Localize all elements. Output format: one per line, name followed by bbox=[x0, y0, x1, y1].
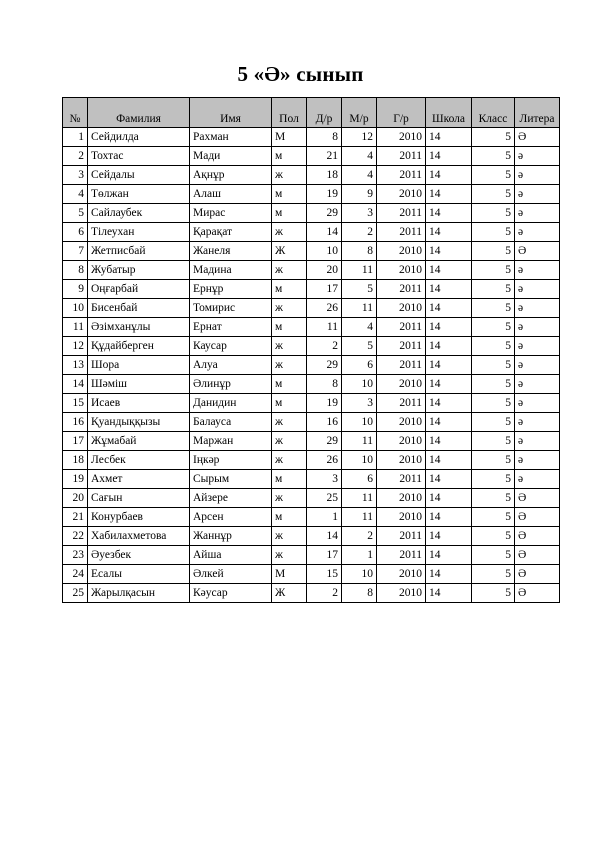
cell-surname: Лесбек bbox=[88, 451, 190, 470]
cell-first-name: Каусар bbox=[190, 337, 272, 356]
cell-birth-day: 2 bbox=[307, 337, 342, 356]
cell-school: 14 bbox=[426, 489, 472, 508]
cell-birth-day: 19 bbox=[307, 185, 342, 204]
cell-class: 5 bbox=[472, 147, 515, 166]
cell-gender: ж bbox=[272, 413, 307, 432]
cell-birth-day: 17 bbox=[307, 280, 342, 299]
cell-letter: Ә bbox=[515, 489, 560, 508]
cell-birth-day: 8 bbox=[307, 375, 342, 394]
table-row bbox=[63, 166, 560, 185]
cell-first-name: Кәусар bbox=[190, 584, 272, 603]
cell-letter: ә bbox=[515, 356, 560, 375]
cell-letter: ә bbox=[515, 185, 560, 204]
cell-letter: ә bbox=[515, 337, 560, 356]
cell-birth-year: 2011 bbox=[377, 337, 426, 356]
cell-school: 14 bbox=[426, 584, 472, 603]
cell-birth-month: 10 bbox=[342, 565, 377, 584]
cell-first-name: Ернұр bbox=[190, 280, 272, 299]
cell-letter: Ә bbox=[515, 527, 560, 546]
column-header-birth-month: М/р bbox=[342, 98, 377, 128]
cell-birth-year: 2010 bbox=[377, 375, 426, 394]
cell-birth-month: 3 bbox=[342, 204, 377, 223]
cell-first-name: Жаннұр bbox=[190, 527, 272, 546]
cell-school: 14 bbox=[426, 356, 472, 375]
table-row bbox=[63, 432, 560, 451]
cell-first-name: Мадина bbox=[190, 261, 272, 280]
cell-number: 2 bbox=[63, 147, 88, 166]
cell-number: 19 bbox=[63, 470, 88, 489]
cell-birth-day: 11 bbox=[307, 318, 342, 337]
cell-gender: ж bbox=[272, 527, 307, 546]
cell-school: 14 bbox=[426, 527, 472, 546]
cell-school: 14 bbox=[426, 128, 472, 147]
cell-birth-year: 2011 bbox=[377, 546, 426, 565]
cell-gender: м bbox=[272, 147, 307, 166]
cell-birth-month: 2 bbox=[342, 223, 377, 242]
cell-school: 14 bbox=[426, 432, 472, 451]
column-header-birth-year: Г/р bbox=[377, 98, 426, 128]
cell-class: 5 bbox=[472, 166, 515, 185]
cell-gender: м bbox=[272, 470, 307, 489]
cell-number: 16 bbox=[63, 413, 88, 432]
column-header-gender: Пол bbox=[272, 98, 307, 128]
cell-birth-month: 12 bbox=[342, 128, 377, 147]
cell-surname: Тохтас bbox=[88, 147, 190, 166]
cell-class: 5 bbox=[472, 375, 515, 394]
cell-surname: Құдайберген bbox=[88, 337, 190, 356]
cell-class: 5 bbox=[472, 527, 515, 546]
cell-birth-day: 1 bbox=[307, 508, 342, 527]
cell-class: 5 bbox=[472, 128, 515, 147]
cell-birth-year: 2010 bbox=[377, 508, 426, 527]
cell-surname: Қуандыққызы bbox=[88, 413, 190, 432]
cell-class: 5 bbox=[472, 204, 515, 223]
cell-birth-year: 2011 bbox=[377, 527, 426, 546]
cell-class: 5 bbox=[472, 394, 515, 413]
cell-birth-day: 14 bbox=[307, 527, 342, 546]
cell-first-name: Балауса bbox=[190, 413, 272, 432]
cell-birth-year: 2011 bbox=[377, 204, 426, 223]
cell-birth-month: 8 bbox=[342, 584, 377, 603]
cell-surname: Ахмет bbox=[88, 470, 190, 489]
cell-birth-year: 2011 bbox=[377, 394, 426, 413]
cell-number: 17 bbox=[63, 432, 88, 451]
cell-number: 4 bbox=[63, 185, 88, 204]
cell-class: 5 bbox=[472, 337, 515, 356]
cell-class: 5 bbox=[472, 451, 515, 470]
cell-gender: м bbox=[272, 394, 307, 413]
cell-letter: ә bbox=[515, 375, 560, 394]
cell-first-name: Іңкәр bbox=[190, 451, 272, 470]
table-row bbox=[63, 546, 560, 565]
cell-birth-day: 10 bbox=[307, 242, 342, 261]
table-row bbox=[63, 261, 560, 280]
cell-school: 14 bbox=[426, 565, 472, 584]
cell-birth-month: 11 bbox=[342, 261, 377, 280]
cell-birth-day: 21 bbox=[307, 147, 342, 166]
cell-surname: Исаев bbox=[88, 394, 190, 413]
cell-letter: Ә bbox=[515, 584, 560, 603]
cell-birth-year: 2011 bbox=[377, 280, 426, 299]
cell-school: 14 bbox=[426, 451, 472, 470]
cell-letter: ә bbox=[515, 470, 560, 489]
cell-birth-month: 3 bbox=[342, 394, 377, 413]
cell-birth-month: 2 bbox=[342, 527, 377, 546]
cell-letter: Ә bbox=[515, 565, 560, 584]
cell-birth-month: 10 bbox=[342, 375, 377, 394]
cell-birth-day: 18 bbox=[307, 166, 342, 185]
cell-surname: Есалы bbox=[88, 565, 190, 584]
cell-letter: ә bbox=[515, 204, 560, 223]
cell-number: 18 bbox=[63, 451, 88, 470]
cell-number: 5 bbox=[63, 204, 88, 223]
cell-first-name: Мирас bbox=[190, 204, 272, 223]
cell-class: 5 bbox=[472, 185, 515, 204]
cell-birth-month: 6 bbox=[342, 356, 377, 375]
cell-class: 5 bbox=[472, 470, 515, 489]
cell-school: 14 bbox=[426, 185, 472, 204]
cell-school: 14 bbox=[426, 318, 472, 337]
cell-birth-month: 4 bbox=[342, 166, 377, 185]
cell-letter: ә bbox=[515, 223, 560, 242]
cell-number: 13 bbox=[63, 356, 88, 375]
table-header bbox=[63, 98, 560, 128]
cell-letter: Ә bbox=[515, 546, 560, 565]
cell-gender: м bbox=[272, 185, 307, 204]
cell-class: 5 bbox=[472, 489, 515, 508]
cell-school: 14 bbox=[426, 413, 472, 432]
cell-birth-year: 2010 bbox=[377, 565, 426, 584]
cell-surname: Сағын bbox=[88, 489, 190, 508]
cell-birth-day: 16 bbox=[307, 413, 342, 432]
table-row bbox=[63, 451, 560, 470]
cell-birth-month: 11 bbox=[342, 508, 377, 527]
cell-school: 14 bbox=[426, 166, 472, 185]
cell-gender: м bbox=[272, 204, 307, 223]
cell-birth-day: 29 bbox=[307, 432, 342, 451]
table-row bbox=[63, 584, 560, 603]
cell-birth-year: 2010 bbox=[377, 413, 426, 432]
cell-class: 5 bbox=[472, 223, 515, 242]
cell-gender: ж bbox=[272, 451, 307, 470]
cell-number: 12 bbox=[63, 337, 88, 356]
cell-birth-year: 2010 bbox=[377, 242, 426, 261]
cell-class: 5 bbox=[472, 299, 515, 318]
cell-first-name: Рахман bbox=[190, 128, 272, 147]
cell-first-name: Сырым bbox=[190, 470, 272, 489]
cell-first-name: Айзере bbox=[190, 489, 272, 508]
cell-first-name: Алаш bbox=[190, 185, 272, 204]
cell-birth-month: 11 bbox=[342, 489, 377, 508]
cell-school: 14 bbox=[426, 204, 472, 223]
cell-school: 14 bbox=[426, 223, 472, 242]
cell-surname: Жетписбай bbox=[88, 242, 190, 261]
cell-birth-month: 10 bbox=[342, 413, 377, 432]
cell-school: 14 bbox=[426, 147, 472, 166]
cell-birth-day: 3 bbox=[307, 470, 342, 489]
cell-surname: Тілеухан bbox=[88, 223, 190, 242]
cell-birth-year: 2010 bbox=[377, 261, 426, 280]
cell-school: 14 bbox=[426, 375, 472, 394]
cell-class: 5 bbox=[472, 546, 515, 565]
table-body bbox=[63, 128, 560, 603]
cell-letter: ә bbox=[515, 147, 560, 166]
table-row bbox=[63, 318, 560, 337]
cell-surname: Сейдалы bbox=[88, 166, 190, 185]
cell-letter: Ә bbox=[515, 242, 560, 261]
cell-surname: Шора bbox=[88, 356, 190, 375]
cell-birth-day: 25 bbox=[307, 489, 342, 508]
cell-birth-year: 2011 bbox=[377, 223, 426, 242]
cell-birth-day: 8 bbox=[307, 128, 342, 147]
cell-number: 25 bbox=[63, 584, 88, 603]
cell-first-name: Ақнұр bbox=[190, 166, 272, 185]
column-header-birth-day: Д/р bbox=[307, 98, 342, 128]
cell-first-name: Алуа bbox=[190, 356, 272, 375]
cell-class: 5 bbox=[472, 413, 515, 432]
table-row bbox=[63, 356, 560, 375]
cell-class: 5 bbox=[472, 280, 515, 299]
cell-birth-year: 2010 bbox=[377, 128, 426, 147]
cell-gender: м bbox=[272, 508, 307, 527]
cell-letter: ә bbox=[515, 432, 560, 451]
table-row bbox=[63, 508, 560, 527]
cell-school: 14 bbox=[426, 280, 472, 299]
cell-first-name: Әлкей bbox=[190, 565, 272, 584]
cell-first-name: Айша bbox=[190, 546, 272, 565]
cell-letter: ә bbox=[515, 318, 560, 337]
cell-first-name: Әлинұр bbox=[190, 375, 272, 394]
cell-birth-year: 2010 bbox=[377, 185, 426, 204]
cell-birth-day: 17 bbox=[307, 546, 342, 565]
cell-letter: ә bbox=[515, 166, 560, 185]
cell-surname: Сейдилда bbox=[88, 128, 190, 147]
cell-gender: ж bbox=[272, 432, 307, 451]
cell-birth-month: 1 bbox=[342, 546, 377, 565]
cell-birth-year: 2010 bbox=[377, 489, 426, 508]
cell-surname: Әзімханұлы bbox=[88, 318, 190, 337]
cell-school: 14 bbox=[426, 508, 472, 527]
cell-letter: ә bbox=[515, 394, 560, 413]
cell-class: 5 bbox=[472, 261, 515, 280]
cell-number: 14 bbox=[63, 375, 88, 394]
cell-number: 20 bbox=[63, 489, 88, 508]
cell-number: 7 bbox=[63, 242, 88, 261]
cell-gender: ж bbox=[272, 489, 307, 508]
cell-gender: ж bbox=[272, 546, 307, 565]
table-row bbox=[63, 394, 560, 413]
cell-gender: ж bbox=[272, 223, 307, 242]
cell-gender: ж bbox=[272, 299, 307, 318]
cell-surname: Әуезбек bbox=[88, 546, 190, 565]
cell-gender: м bbox=[272, 318, 307, 337]
cell-number: 6 bbox=[63, 223, 88, 242]
cell-first-name: Арсен bbox=[190, 508, 272, 527]
column-header-letter: Литера bbox=[515, 98, 560, 128]
cell-birth-month: 4 bbox=[342, 318, 377, 337]
table-row bbox=[63, 185, 560, 204]
cell-class: 5 bbox=[472, 508, 515, 527]
cell-birth-day: 26 bbox=[307, 451, 342, 470]
cell-class: 5 bbox=[472, 432, 515, 451]
cell-letter: Ә bbox=[515, 508, 560, 527]
cell-birth-year: 2010 bbox=[377, 432, 426, 451]
cell-gender: ж bbox=[272, 356, 307, 375]
cell-first-name: Ернат bbox=[190, 318, 272, 337]
cell-gender: ж bbox=[272, 166, 307, 185]
cell-birth-month: 8 bbox=[342, 242, 377, 261]
cell-birth-year: 2011 bbox=[377, 147, 426, 166]
cell-birth-month: 10 bbox=[342, 451, 377, 470]
cell-birth-month: 11 bbox=[342, 299, 377, 318]
table-row bbox=[63, 413, 560, 432]
cell-number: 24 bbox=[63, 565, 88, 584]
cell-birth-year: 2011 bbox=[377, 356, 426, 375]
table-row bbox=[63, 489, 560, 508]
cell-school: 14 bbox=[426, 394, 472, 413]
cell-birth-day: 2 bbox=[307, 584, 342, 603]
column-header-first-name: Имя bbox=[190, 98, 272, 128]
cell-school: 14 bbox=[426, 337, 472, 356]
cell-number: 3 bbox=[63, 166, 88, 185]
table-row bbox=[63, 470, 560, 489]
cell-number: 9 bbox=[63, 280, 88, 299]
cell-surname: Бисенбай bbox=[88, 299, 190, 318]
cell-surname: Конурбаев bbox=[88, 508, 190, 527]
cell-birth-year: 2010 bbox=[377, 451, 426, 470]
cell-first-name: Маржан bbox=[190, 432, 272, 451]
table-row bbox=[63, 299, 560, 318]
table-row bbox=[63, 280, 560, 299]
cell-number: 10 bbox=[63, 299, 88, 318]
cell-letter: ә bbox=[515, 451, 560, 470]
cell-birth-day: 15 bbox=[307, 565, 342, 584]
cell-gender: м bbox=[272, 375, 307, 394]
cell-class: 5 bbox=[472, 242, 515, 261]
table-row bbox=[63, 527, 560, 546]
cell-gender: ж bbox=[272, 337, 307, 356]
cell-birth-day: 19 bbox=[307, 394, 342, 413]
cell-gender: М bbox=[272, 565, 307, 584]
table-row bbox=[63, 375, 560, 394]
cell-birth-day: 29 bbox=[307, 204, 342, 223]
table-row bbox=[63, 147, 560, 166]
cell-birth-month: 4 bbox=[342, 147, 377, 166]
cell-school: 14 bbox=[426, 242, 472, 261]
cell-surname: Жубатыр bbox=[88, 261, 190, 280]
cell-school: 14 bbox=[426, 261, 472, 280]
cell-surname: Жарылқасын bbox=[88, 584, 190, 603]
table-row bbox=[63, 128, 560, 147]
table-row bbox=[63, 565, 560, 584]
cell-surname: Шәміш bbox=[88, 375, 190, 394]
cell-surname: Сайлаубек bbox=[88, 204, 190, 223]
cell-school: 14 bbox=[426, 470, 472, 489]
cell-letter: ә bbox=[515, 413, 560, 432]
cell-number: 15 bbox=[63, 394, 88, 413]
cell-first-name: Мади bbox=[190, 147, 272, 166]
cell-school: 14 bbox=[426, 546, 472, 565]
cell-birth-month: 9 bbox=[342, 185, 377, 204]
cell-number: 23 bbox=[63, 546, 88, 565]
cell-letter: Ә bbox=[515, 128, 560, 147]
cell-birth-day: 26 bbox=[307, 299, 342, 318]
cell-birth-year: 2011 bbox=[377, 166, 426, 185]
cell-number: 11 bbox=[63, 318, 88, 337]
cell-birth-month: 6 bbox=[342, 470, 377, 489]
column-header-class: Класс bbox=[472, 98, 515, 128]
cell-birth-day: 20 bbox=[307, 261, 342, 280]
cell-first-name: Данидин bbox=[190, 394, 272, 413]
cell-birth-year: 2011 bbox=[377, 470, 426, 489]
cell-birth-month: 11 bbox=[342, 432, 377, 451]
column-header-school: Школа bbox=[426, 98, 472, 128]
cell-class: 5 bbox=[472, 565, 515, 584]
cell-birth-day: 29 bbox=[307, 356, 342, 375]
cell-gender: м bbox=[272, 280, 307, 299]
table-row bbox=[63, 223, 560, 242]
column-header-surname: Фамилия bbox=[88, 98, 190, 128]
cell-birth-day: 14 bbox=[307, 223, 342, 242]
cell-birth-month: 5 bbox=[342, 280, 377, 299]
cell-gender: Ж bbox=[272, 242, 307, 261]
cell-gender: ж bbox=[272, 261, 307, 280]
cell-surname: Оңғарбай bbox=[88, 280, 190, 299]
page-title: 5 «Ә» сынып bbox=[237, 62, 364, 86]
cell-letter: ә bbox=[515, 299, 560, 318]
cell-first-name: Жанеля bbox=[190, 242, 272, 261]
cell-number: 21 bbox=[63, 508, 88, 527]
cell-letter: ә bbox=[515, 261, 560, 280]
cell-number: 1 bbox=[63, 128, 88, 147]
header-row bbox=[63, 98, 560, 128]
cell-letter: ә bbox=[515, 280, 560, 299]
cell-surname: Төлжан bbox=[88, 185, 190, 204]
cell-class: 5 bbox=[472, 356, 515, 375]
table-row bbox=[63, 242, 560, 261]
table-row bbox=[63, 204, 560, 223]
table-row bbox=[63, 337, 560, 356]
student-table bbox=[62, 97, 560, 603]
cell-birth-year: 2010 bbox=[377, 299, 426, 318]
cell-class: 5 bbox=[472, 584, 515, 603]
cell-birth-year: 2011 bbox=[377, 318, 426, 337]
cell-first-name: Томирис bbox=[190, 299, 272, 318]
cell-birth-year: 2010 bbox=[377, 584, 426, 603]
cell-number: 22 bbox=[63, 527, 88, 546]
cell-birth-month: 5 bbox=[342, 337, 377, 356]
cell-gender: М bbox=[272, 128, 307, 147]
cell-class: 5 bbox=[472, 318, 515, 337]
cell-surname: Хабилахметова bbox=[88, 527, 190, 546]
column-header-number: № bbox=[63, 98, 88, 128]
cell-surname: Жұмабай bbox=[88, 432, 190, 451]
cell-gender: Ж bbox=[272, 584, 307, 603]
cell-first-name: Қарақат bbox=[190, 223, 272, 242]
cell-school: 14 bbox=[426, 299, 472, 318]
cell-number: 8 bbox=[63, 261, 88, 280]
